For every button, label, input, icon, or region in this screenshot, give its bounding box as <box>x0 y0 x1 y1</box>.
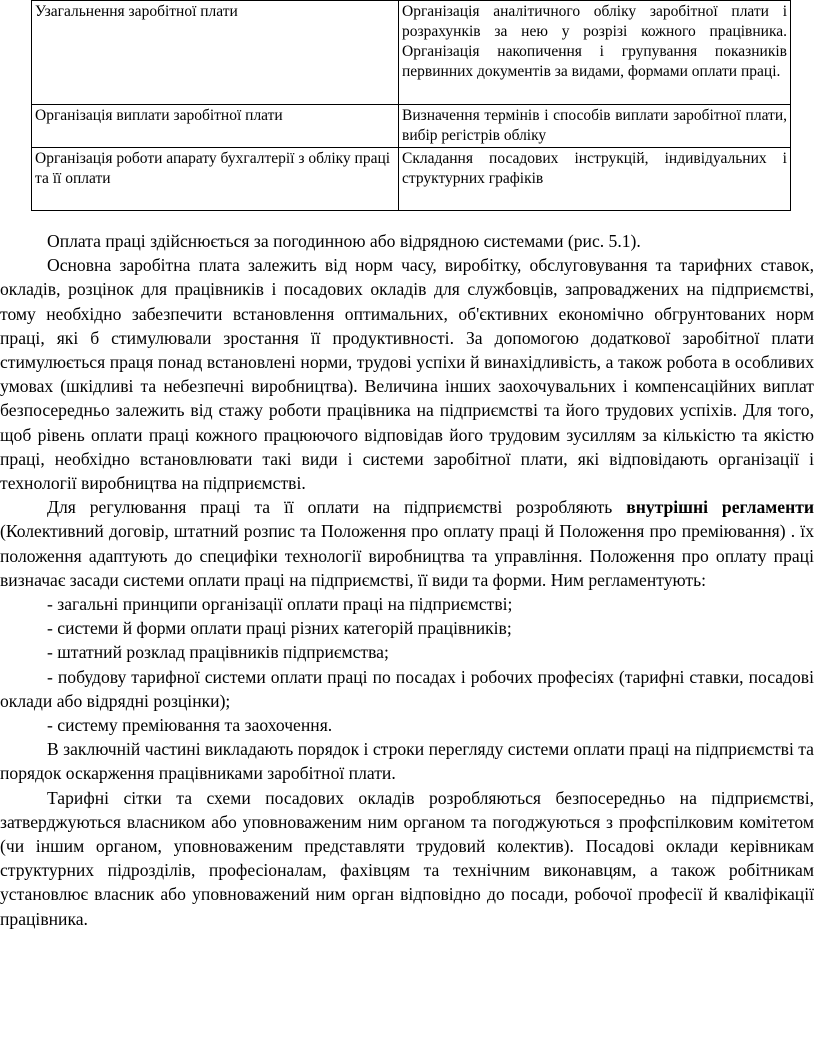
bold-term: внутрішні регламенти <box>626 497 815 518</box>
paragraph-text: (Колективний договір, штатний розпис та Положення про оплату праці й Положення про преміювання) . їх положення адаптують до специфіки технології виробництва та управління. Положення про оплату праці визначає засади системи оплати праці на підприємстві, її види та форми. Ним регламентують: <box>0 521 814 590</box>
table-row <box>32 148 791 211</box>
list-item: - системи й форми оплати праці різних категорій працівників; <box>47 618 512 639</box>
paragraph: Оплата праці здійснюється за погодинною або відрядною системами (рис. 5.1). <box>47 231 641 251</box>
table-cell: Організація аналітичного обліку заробітної плати і розрахунків за нею у розрізі кожного працівника. Організація накопичення і групування показників первинних документів за видами, формами оплати праці. <box>399 1 791 105</box>
table-cell: Узагальнення заробітної плати <box>32 1 399 105</box>
table-cell: Організація роботи апарату бухгалтерії з обліку праці та її оплати <box>32 148 399 211</box>
table-row <box>32 105 791 148</box>
list-item: - систему преміювання та заохочення. <box>47 715 333 736</box>
list-item: - загальні принципи організації оплати праці на підприємстві; <box>47 594 513 615</box>
paragraph: Основна заробітна плата залежить від норм часу, виробітку, обслуговування та тарифних ставок, окладів, розцінок для працівників і посадових окладів для службовців, запроваджених на підприємстві, тому необхідно забезпечити встановлення оптимальних, об'єктивних економічно обгрунтованих норм праці, які б стимулювали зростання її продуктивності. За допомогою додаткової заробітної плати стимулюється праця понад встановлені норми, трудові успіхи й винахідливість, а також робота в особливих умовах (шкідливі та небезпечні виробництва). Величина інших заохочувальних і компенсаційних виплат безпосередньо залежить від стажу роботи працівника на підприємстві та його трудових успіхів. Для того, щоб рівень оплати праці кожного працюючого відповідав його трудовим зусиллям за кількістю та якістю праці, необхідно встановлювати такі види і системи заробітної плати, які відповідають організації і технології виробництва на підприємстві. <box>0 255 814 494</box>
table-cell: Організація виплати заробітної плати <box>32 105 399 148</box>
table-cell: Визначення термінів і способів виплати заробітної плати, вибір регістрів обліку <box>399 105 791 148</box>
paragraph <box>0 495 814 592</box>
list-item: - побудову тарифної системи оплати праці по посадах і робочих професіях (тарифні ставки, посадові оклади або відрядні розцінки); <box>0 666 814 711</box>
paragraph-text: Для регулювання праці та її оплати на підприємстві розробляють <box>47 497 627 518</box>
table-row <box>32 1 791 105</box>
body-text <box>0 229 814 931</box>
paragraph: В заключній частині викладають порядок і строки перегляду системи оплати праці на підприємстві та порядок оскарження працівниками заробітної плати. <box>0 739 814 784</box>
table-cell: Складання посадових інструкцій, індивідуальних і структурних графіків <box>399 148 791 211</box>
paragraph: Тарифні сітки та схеми посадових окладів розробляються безпосередньо на підприємстві, затверджуються власником або уповноваженим ним органом та погоджуються з профспілковим комітетом (чи іншим органом, уповноваженим представляти трудовий колектив). Посадові оклади керівникам структурних підрозділів, професіоналам, фахівцям та технічним виконавцям, а також робітникам установлює власник або уповноважений ним орган відповідно до посади, робочої професії й кваліфікації працівника. <box>0 787 814 929</box>
list-item: - штатний розклад працівників підприємства; <box>47 642 389 663</box>
organization-table <box>31 0 791 211</box>
